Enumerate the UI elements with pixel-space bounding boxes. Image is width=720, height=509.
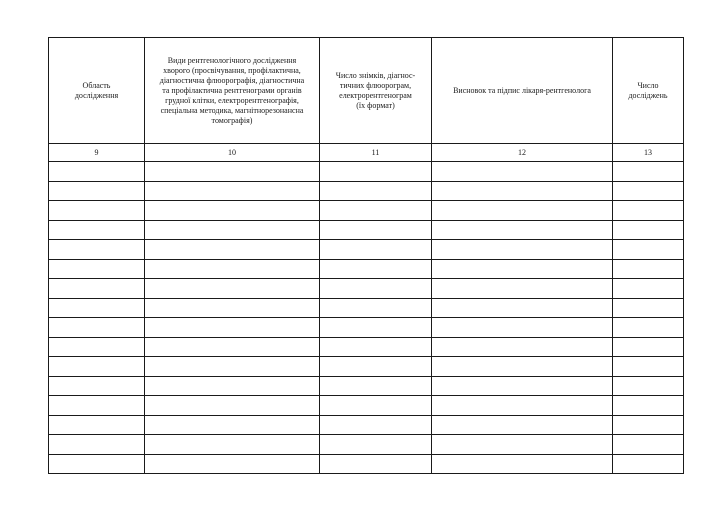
table-cell[interactable]	[320, 318, 432, 338]
table-cell[interactable]	[145, 162, 320, 182]
table-cell[interactable]	[145, 357, 320, 377]
table-row	[49, 357, 684, 377]
table-cell[interactable]	[613, 259, 684, 279]
table-row	[49, 415, 684, 435]
table-cell[interactable]	[320, 415, 432, 435]
table-cell[interactable]	[613, 337, 684, 357]
table-row	[49, 240, 684, 260]
table-cell[interactable]	[320, 162, 432, 182]
table-cell[interactable]	[49, 181, 145, 201]
table-row	[49, 318, 684, 338]
table-cell[interactable]	[613, 240, 684, 260]
table-cell[interactable]	[49, 201, 145, 221]
column-number: 11	[320, 144, 432, 162]
table-cell[interactable]	[613, 318, 684, 338]
table-cell[interactable]	[432, 337, 613, 357]
table-cell[interactable]	[432, 318, 613, 338]
table-row	[49, 376, 684, 396]
table-row	[49, 279, 684, 299]
table-cell[interactable]	[145, 454, 320, 474]
table-cell[interactable]	[49, 279, 145, 299]
table-cell[interactable]	[432, 240, 613, 260]
table-cell[interactable]	[432, 435, 613, 455]
table-cell[interactable]	[145, 201, 320, 221]
table-cell[interactable]	[145, 279, 320, 299]
table-cell[interactable]	[613, 396, 684, 416]
table-cell[interactable]	[49, 454, 145, 474]
table-cell[interactable]	[145, 181, 320, 201]
table-cell[interactable]	[320, 337, 432, 357]
table-cell[interactable]	[432, 415, 613, 435]
column-number: 13	[613, 144, 684, 162]
table-cell[interactable]	[613, 279, 684, 299]
table-cell[interactable]	[320, 220, 432, 240]
table-cell[interactable]	[320, 396, 432, 416]
table-cell[interactable]	[432, 376, 613, 396]
table-cell[interactable]	[320, 357, 432, 377]
table-cell[interactable]	[145, 318, 320, 338]
table-cell[interactable]	[613, 298, 684, 318]
table-cell[interactable]	[432, 279, 613, 299]
table-cell[interactable]	[613, 415, 684, 435]
table-cell[interactable]	[613, 162, 684, 182]
table-cell[interactable]	[145, 220, 320, 240]
column-header-conclusion-text: Висновок та підпис лікаря-рентгенолога	[453, 85, 591, 95]
table-cell[interactable]	[613, 357, 684, 377]
table-row	[49, 162, 684, 182]
column-header-study-count-text: Число досліджень	[628, 80, 668, 100]
column-header-conclusion	[432, 38, 613, 144]
table-cell[interactable]	[320, 259, 432, 279]
table-cell[interactable]	[145, 415, 320, 435]
table-row	[49, 181, 684, 201]
table-row	[49, 337, 684, 357]
table-row	[49, 454, 684, 474]
table-cell[interactable]	[320, 201, 432, 221]
registration-form-table	[48, 37, 684, 474]
table-row	[49, 259, 684, 279]
table-cell[interactable]	[49, 162, 145, 182]
column-number: 9	[49, 144, 145, 162]
table-cell[interactable]	[49, 337, 145, 357]
column-header-image-count-text: Число знімків, діагнос- тичних флюорограм, електрорентгенограм (їх формат)	[335, 70, 416, 110]
table-cell[interactable]	[432, 396, 613, 416]
column-number: 10	[145, 144, 320, 162]
column-header-study-area-text: Область дослідження	[74, 80, 119, 100]
table-row	[49, 435, 684, 455]
column-number-row	[49, 144, 684, 162]
table-cell[interactable]	[320, 435, 432, 455]
table-cell[interactable]	[432, 201, 613, 221]
table-row	[49, 298, 684, 318]
table-cell[interactable]	[49, 396, 145, 416]
column-header-image-count	[320, 38, 432, 144]
table-cell[interactable]	[145, 259, 320, 279]
table-row	[49, 201, 684, 221]
table-cell[interactable]	[320, 298, 432, 318]
table-cell[interactable]	[320, 376, 432, 396]
form-entry-rows	[49, 162, 684, 474]
table-cell[interactable]	[432, 454, 613, 474]
table-row	[49, 396, 684, 416]
table-cell[interactable]	[49, 415, 145, 435]
table-cell[interactable]	[613, 435, 684, 455]
table-cell[interactable]	[49, 376, 145, 396]
table-cell[interactable]	[432, 357, 613, 377]
table-cell[interactable]	[613, 454, 684, 474]
table-cell[interactable]	[613, 201, 684, 221]
column-number: 12	[432, 144, 613, 162]
table-cell[interactable]	[432, 181, 613, 201]
table-cell[interactable]	[432, 259, 613, 279]
table-cell[interactable]	[613, 376, 684, 396]
table-cell[interactable]	[432, 298, 613, 318]
table-cell[interactable]	[320, 181, 432, 201]
column-header-study-area	[49, 38, 145, 144]
column-header-study-type-text: Види рентгенологічного дослідження хворого (просвічування, профілактична, діагностична флюорографія, діагностична та профілактична рентгенограми органів грудної клітки, електрорентгенографія, спеціальна методика, магнітнорезонансна томографія)	[159, 55, 305, 125]
table-cell[interactable]	[49, 357, 145, 377]
table-cell[interactable]	[145, 298, 320, 318]
table-cell[interactable]	[49, 298, 145, 318]
table-cell[interactable]	[145, 435, 320, 455]
table-cell[interactable]	[432, 162, 613, 182]
table-cell[interactable]	[49, 220, 145, 240]
table-cell[interactable]	[49, 318, 145, 338]
table-row	[49, 220, 684, 240]
table-cell[interactable]	[320, 454, 432, 474]
table-cell[interactable]	[320, 240, 432, 260]
table-cell[interactable]	[613, 181, 684, 201]
table-cell[interactable]	[432, 220, 613, 240]
table-cell[interactable]	[613, 220, 684, 240]
table-cell[interactable]	[320, 279, 432, 299]
table-cell[interactable]	[49, 240, 145, 260]
table-cell[interactable]	[145, 396, 320, 416]
column-header-study-count	[613, 38, 684, 144]
header-row	[49, 38, 684, 144]
table-cell[interactable]	[145, 376, 320, 396]
table-cell[interactable]	[145, 337, 320, 357]
table-cell[interactable]	[145, 240, 320, 260]
table-cell[interactable]	[49, 435, 145, 455]
column-header-study-type	[145, 38, 320, 144]
table-cell[interactable]	[49, 259, 145, 279]
